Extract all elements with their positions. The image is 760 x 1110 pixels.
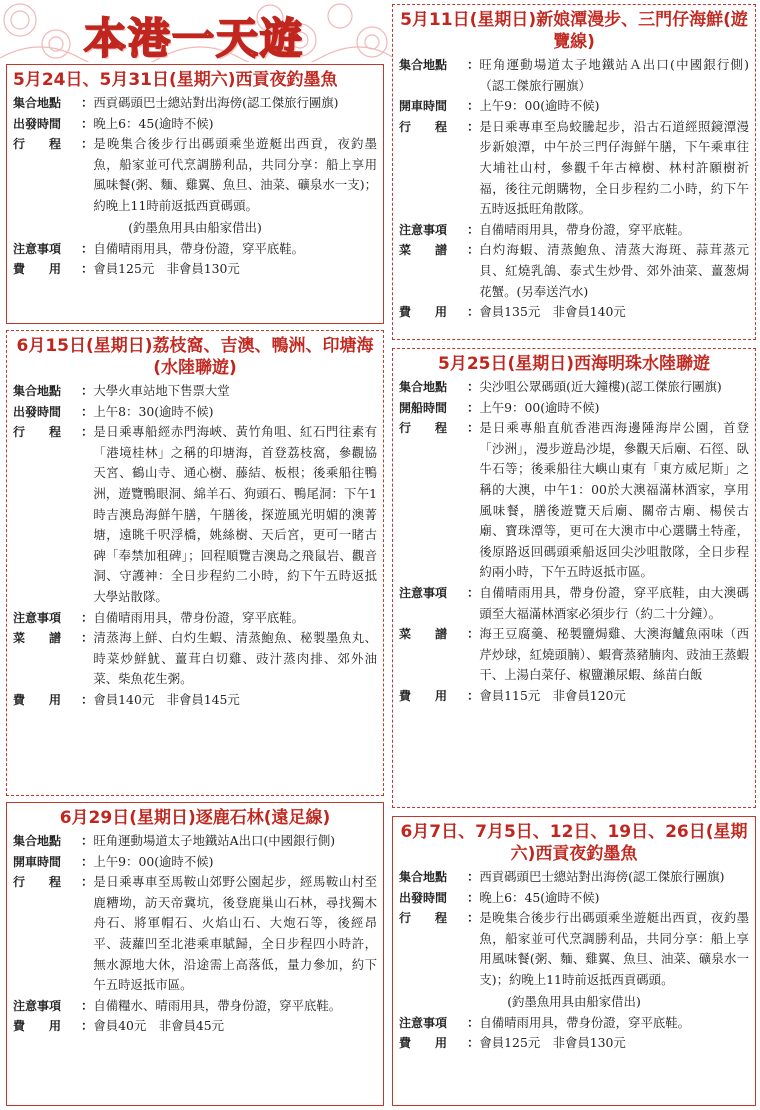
detail-value: 自備晴雨用具，帶身份證，穿平底鞋，由大澳碼頭至大福滿林酒家必須步行（約二十分鐘）。 (479, 584, 749, 621)
colon: ： (467, 420, 480, 436)
trip-detail-row (7, 608, 383, 629)
trip-card (392, 348, 756, 808)
trip-detail-row (7, 690, 383, 711)
detail-label: 費 用 (13, 692, 62, 707)
detail-label: 行 程 (13, 875, 62, 890)
detail-label: 集合地點 (399, 870, 448, 884)
trip-detail-row (7, 1016, 383, 1037)
colon: ： (81, 261, 94, 277)
trip-detail-row (393, 908, 755, 990)
detail-label: 菜 譜 (399, 627, 448, 642)
trip-detail-row (393, 55, 755, 96)
detail-label: 費 用 (399, 688, 448, 703)
detail-value: 是日乘專車至烏蛟騰起步，沿古石道經照鏡潭漫步新娘潭，中午於三門仔海鮮午膳，下午乘車往大埔社山村，參觀千年古樟樹、林村許願樹祈福，後往元朗購物，全日步程約二小時，約下午五時返抵旺角散隊。 (479, 118, 749, 217)
detail-value: 是晚集合後步行出碼頭乘坐遊艇出西貢，夜釣墨魚，船家並可代烹調勝利品，共同分享：船上享用風味餐(粥、麵、雞翼、魚旦、油菜、礦泉水一支)；約晚上11時前返抵西貢碼頭。 (93, 136, 377, 213)
trip-detail-row (393, 686, 755, 707)
detail-label: 菜 譜 (13, 631, 62, 646)
detail-value: 會員40元 非會員45元 (93, 1018, 225, 1034)
detail-label: 行 程 (399, 421, 448, 436)
detail-value: 尖沙咀公眾碼頭(近大鐘樓)(認工傑旅行團旗) (479, 379, 722, 394)
detail-value: 海王豆腐羹、秘製鹽焗雞、大澳海鱸魚兩味（西芹炒球，紅燒頭腩）、蝦膏蒸豬腩肉、豉油王蒸蝦干、上湯白菜仔、椒鹽瀨尿蝦、絲苗白飯 (479, 626, 749, 683)
detail-value: 上午9：00(逾時不候) (479, 98, 600, 114)
colon: ： (81, 874, 94, 890)
detail-value: 大學火車站地下售票大堂 (93, 383, 230, 398)
detail-value: 晚上6：45(逾時不候) (479, 889, 600, 905)
trip-detail-row (7, 996, 383, 1017)
trip-detail-row (393, 220, 755, 241)
detail-label: 費 用 (13, 262, 62, 277)
detail-value: 自備晴雨用具，帶身份證，穿平底鞋。 (479, 221, 691, 237)
page-title: 本港一天遊 (84, 14, 305, 63)
trip-title: 6月15日(星期日)荔枝窩、吉澳、鴨洲、印塘海(水陸聯遊) (16, 336, 374, 378)
trip-title: 6月29日(星期日)逐鹿石林(遠足線) (59, 808, 331, 828)
colon: ： (467, 57, 480, 72)
detail-label: 費 用 (399, 1036, 448, 1051)
detail-value: 自備糧水、晴雨用具，帶身份證，穿平底鞋。 (93, 997, 342, 1013)
colon: ： (81, 997, 94, 1013)
detail-value: 上午9：00(逾時不候) (479, 399, 600, 415)
trip-detail-row (393, 583, 755, 624)
colon: ： (81, 383, 94, 398)
detail-label: 菜 譜 (399, 243, 448, 258)
colon: ： (467, 304, 480, 320)
trip-detail-row (7, 114, 383, 135)
colon: ： (467, 584, 480, 600)
trip-detail-row (393, 398, 755, 419)
colon: ： (467, 118, 480, 134)
detail-label: 注意事項 (399, 1015, 448, 1030)
trip-detail-row (7, 628, 383, 690)
detail-value: 上午9：00(逾時不候) (93, 853, 214, 869)
trip-detail-row (393, 1013, 755, 1034)
colon: ： (467, 869, 480, 884)
colon: ： (467, 242, 480, 258)
colon: ： (81, 609, 94, 625)
colon: ： (467, 1014, 480, 1030)
detail-value: 是日乘專船直航香港西海邊陲海岸公園，首登「沙洲」，漫步遊島沙堤，參觀天后廟、石徑、臥牛石等；後乘船往大嶼山東有「東方威尼斯」之稱的大澳，中午1：00於大澳福滿林酒家，享用風味餐，膳後遊覽天后廟、關帝古廟、楊侯古廟、寶珠潭等，更可在大澳市中心選購土特產，後原路返回碼頭乘船返回尖沙咀散隊，全日步程約兩小時，下午五時返抵市區。 (479, 420, 749, 580)
detail-label: 注意事項 (399, 222, 448, 237)
trip-title: 5月11日(星期日)新娘潭漫步、三門仔海鮮(遊覽線) (400, 10, 748, 52)
detail-value: 自備晴雨用具，帶身份證，穿平底鞋。 (93, 609, 305, 625)
trip-detail-row (7, 134, 383, 216)
trip-detail-row (393, 418, 755, 583)
detail-value: 是日乘專車至馬鞍山郊野公園起步，經馬鞍山村至鹿糟坳，訪天帝冀坑，後登鹿巢山石林，尋找獨木舟石、將軍帽石、火焰山石、大炮石等，後經昂平、菠蘿凹至北港乘車賦歸，全日步程四小時許，無水源地大休，沿途需上高落低，量力參加，約下午五時返抵市區。 (93, 874, 377, 993)
colon: ： (81, 1018, 94, 1034)
trip-note: (釣墨魚用具由船家借出) (507, 993, 641, 1009)
detail-value: 西貢碼頭巴士總站對出海傍(認工傑旅行團旗) (479, 869, 725, 884)
colon: ： (467, 379, 480, 394)
trip-detail-row (7, 852, 383, 873)
detail-value: 白灼海蝦、清蒸鮑魚、清蒸大海斑、蒜茸蒸元貝、紅燒乳鴿、泰式生炒骨、郊外油菜、薑葱焗花蟹。(另奉送汽水) (479, 242, 749, 299)
trip-note: (釣墨魚用具由船家借出) (128, 219, 262, 235)
colon: ： (81, 833, 94, 848)
trip-detail-row (7, 402, 383, 423)
trip-detail-row (393, 240, 755, 302)
colon: ： (467, 221, 480, 237)
colon: ： (467, 687, 480, 703)
colon: ： (467, 399, 480, 415)
detail-label: 注意事項 (399, 585, 448, 600)
trip-detail-row (393, 302, 755, 323)
detail-value: 是日乘專船經赤門海峽、黃竹角咀、紅石門往素有「港境桂林」之稱的印塘海，首登荔枝窩，參觀協天宮、鶴山寺、通心樹、藤結、板根；後乘船往鴨洲，遊覽鴨眼洞、綿羊石、狗頭石、鴨尾洞：下午1時吉澳島海鮮午膳，午膳後，探遊風光明媚的澳菁塘，遠眺千呎浮橋，姚絲樹、天后宮，更可一睹古碑「奉禁加租碑」；回程順覽吉澳島之飛鼠岩、觀音洞、守護神：全日步程約二小時，約下午五時返抵大學站散隊。 (93, 424, 377, 604)
colon: ： (467, 1035, 480, 1051)
detail-value: 會員135元 非會員140元 (479, 304, 626, 320)
detail-label: 開車時間 (399, 99, 448, 114)
detail-label: 費 用 (13, 1019, 62, 1034)
colon: ： (467, 626, 480, 642)
detail-value: 會員125元 非會員130元 (93, 261, 240, 277)
trip-detail-row (7, 259, 383, 280)
detail-value: 是晚集合後步行出碼頭乘坐遊艇出西貢，夜釣墨魚，船家並可代烹調勝利品，共同分享：船上享用風味餐(粥、麵、雞翼、魚旦、油菜、礦泉水一支)；約晚上11時前返抵西貢碼頭。 (479, 910, 749, 987)
trip-detail-row (393, 117, 755, 220)
colon: ： (467, 910, 480, 926)
trip-card (392, 816, 756, 1106)
detail-value: 西貢碼頭巴士總站對出海傍(認工傑旅行團旗) (93, 95, 339, 110)
colon: ： (81, 240, 94, 256)
detail-label: 行 程 (13, 137, 62, 152)
detail-label: 行 程 (399, 911, 448, 926)
colon: ： (81, 853, 94, 869)
detail-label: 出發時間 (13, 116, 62, 131)
colon: ： (81, 691, 94, 707)
detail-value: 會員140元 非會員145元 (93, 691, 240, 707)
trip-detail-row (393, 624, 755, 686)
trip-detail-row (393, 867, 755, 888)
colon: ： (81, 630, 94, 646)
detail-value: 旺角運動場道太子地鐵站Ａ出口(中國銀行側)（認工傑旅行團旗） (479, 57, 749, 93)
trip-detail-row (393, 96, 755, 117)
colon: ： (81, 115, 94, 131)
trip-title: 5月24日、5月31日(星期六)西貢夜釣墨魚 (13, 70, 338, 90)
detail-value: 自備晴雨用具，帶身份證，穿平底鞋。 (93, 240, 305, 256)
trip-card (392, 4, 756, 340)
colon: ： (81, 424, 94, 440)
trip-title: 5月25日(星期日)西海明珠水陸聯遊 (437, 354, 711, 374)
detail-label: 出發時間 (399, 890, 448, 905)
trip-detail-row (7, 831, 383, 852)
detail-label: 集合地點 (399, 380, 448, 394)
trip-card (6, 330, 384, 796)
detail-label: 開船時間 (399, 400, 448, 415)
detail-label: 行 程 (399, 119, 448, 134)
detail-label: 集合地點 (399, 58, 448, 72)
detail-label: 注意事項 (13, 241, 62, 256)
detail-label: 集合地點 (13, 834, 62, 848)
detail-value: 上午8：30(逾時不候) (93, 403, 214, 419)
trip-detail-row (393, 1033, 755, 1054)
detail-value: 會員125元 非會員130元 (479, 1035, 626, 1051)
detail-label: 集合地點 (13, 96, 62, 110)
detail-label: 注意事項 (13, 610, 62, 625)
detail-label: 費 用 (399, 305, 448, 320)
detail-value: 清蒸海上鮮、白灼生蝦、清蒸鮑魚、秘製墨魚丸、時菜炒鮮魷、薑茸白切雞、豉汁蒸肉排、郊外油菜、柴魚花生粥。 (93, 630, 377, 687)
trip-card (6, 802, 384, 1106)
colon: ： (467, 889, 480, 905)
detail-label: 注意事項 (13, 998, 62, 1013)
trip-detail-row (7, 872, 383, 996)
detail-label: 集合地點 (13, 384, 62, 398)
detail-value: 晚上6：45(逾時不候) (93, 115, 214, 131)
detail-label: 開車時間 (13, 854, 62, 869)
trip-detail-row (7, 239, 383, 260)
trip-title: 6月7日、7月5日、12日、19日、26日(星期六)西貢夜釣墨魚 (400, 822, 748, 864)
trip-card (6, 64, 384, 324)
header-banner (0, 0, 394, 62)
detail-value: 會員115元 非會員120元 (479, 687, 626, 703)
detail-label: 行 程 (13, 425, 62, 440)
trip-detail-row (7, 381, 383, 402)
trip-detail-row (393, 888, 755, 909)
detail-value: 自備晴雨用具，帶身份證，穿平底鞋。 (479, 1014, 691, 1030)
colon: ： (81, 403, 94, 419)
trip-detail-row (393, 377, 755, 398)
detail-label: 出發時間 (13, 404, 62, 419)
colon: ： (81, 136, 94, 152)
colon: ： (467, 98, 480, 114)
trip-detail-row (7, 422, 383, 607)
detail-value: 旺角運動場道太子地鐵站A出口(中國銀行側) (93, 833, 336, 848)
trip-detail-row (7, 93, 383, 114)
colon: ： (81, 95, 94, 110)
